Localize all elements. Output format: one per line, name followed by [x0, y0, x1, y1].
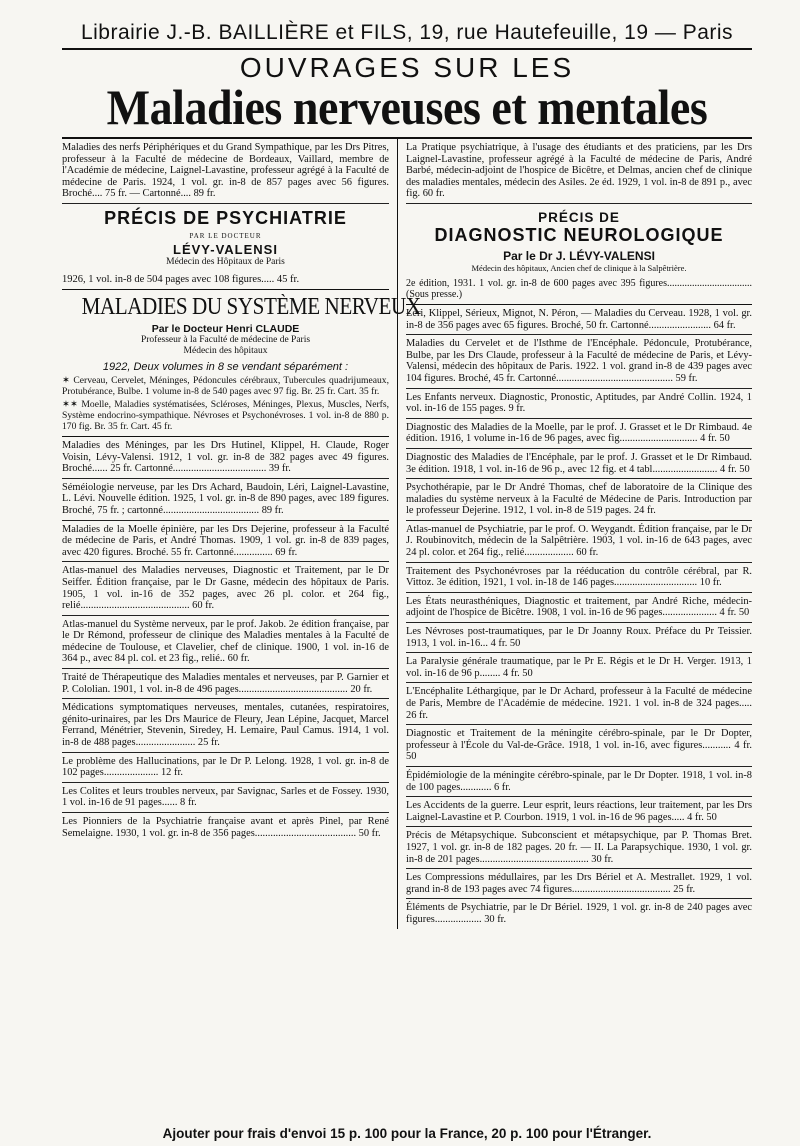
book-entry: Diagnostic et Traitement de la méningite cérébro-spinale, par le Dr Dopter, professeur à l'École du Val-de-Grâce. 1918, 1 vol. in-16, avec figures........... 4 fr. 50 [406, 725, 752, 767]
book-entry: Les Compressions médullaires, par les Drs Bériel et A. Mestrallet. 1929, 1 vol. grand in-8 de 193 pages avec 74 figures...................................... 25 fr. [406, 869, 752, 899]
book-entry: Éléments de Psychiatrie, par le Dr Bériel. 1929, 1 vol. gr. in-8 de 240 pages avec figures.................. 30 fr. [406, 902, 752, 925]
section-by: PAR LE DOCTEUR [189, 231, 262, 240]
systeme-nerveux-block [62, 290, 421, 437]
section-title: PRÉCIS DE PSYCHIATRIE [104, 207, 347, 228]
book-entry: Maladies de la Moelle épinière, par les Drs Dejerine, professeur à la Faculté de médecine de Paris, et André Thomas. 1909, 1 vol. gr. in-8 de 839 pages, avec 420 figures. Broché. 55 fr. Cartonné............... 69 fr. [62, 521, 389, 563]
book-entry: Les États neurasthéniques, Diagnostic et traitement, par André Riche, médecin-adjoint de l'hospice de Bicêtre. 1908, 1 vol. in-16 de 96 pages..................... 4 fr. 50 [406, 593, 752, 623]
section-italic: 1922, Deux volumes in 8 se vendant séparément : [102, 360, 349, 373]
publisher-line: Librairie J.-B. BAILLIÈRE et FILS, 19, rue Hautefeuille, 19 — Paris [62, 0, 752, 50]
book-entry: Médications symptomatiques nerveuses, mentales, cutanées, respiratoires, génito-urinaires, par les Drs Maurice de Fleury, Jean Lépine, Jacquet, Marcel Ferrand, Ménétrier, Stevenin, Siredey, H. Lemaire, Paul Camus. 1914, 1 vol. in-8 de 488 pages....................... 25 fr. [62, 699, 389, 752]
book-entry: La Paralysie générale traumatique, par le Pr E. Régis et le Dr H. Verger. 1913, 1 vol. in-16 de 96 p........ 4 fr. 50 [406, 653, 752, 683]
section-title: MALADIES DU SYSTÈME NERVEUX [81, 293, 421, 320]
section-byline: Par le Docteur Henri CLAUDE [151, 322, 300, 335]
book-entry: Atlas-manuel de Psychiatrie, par le prof. O. Weygandt. Édition française, par le Dr J. Roubinovitch, médecin de la Salpêtrière. 1903, 1 vol. in-16 de 643 pages, avec 24 pl. color. et 264 fig., relié................... 60 fr. [406, 521, 752, 563]
book-entry: Maladies du Cervelet et de l'Isthme de l'Encéphale. Pédoncule, Protubérance, Bulbe, par les Drs Claude, professeur à la Faculté de médecine de Paris, et Lévy-Valensi, médecin des hôpitaux de Paris. 1922. 1 vol. grand in-8 de 439 pages avec 104 figures. Broché, 45 fr. Cartonné............................................. 59 fr. [406, 335, 752, 388]
precis-diagnostic-block [406, 204, 752, 305]
columns [62, 137, 752, 929]
shipping-note: Ajouter pour frais d'envoi 15 p. 100 pour la France, 20 p. 100 pour l'Étranger. [162, 1126, 652, 1141]
book-entry: Atlas-manuel du Système nerveux, par le prof. Jakob. 2e édition française, par le Dr Rémond, professeur de clinique des Maladies mentales à la Faculté de médecine de Toulouse, et Clavelier, chef de clinique. 1900, 1 vol. in-16 de 364 p., avec 84 pl. col. et 23 fig., relié.. 60 fr. [62, 616, 389, 669]
kicker: OUVRAGES SUR LES [239, 52, 575, 83]
book-entry: Les Névroses post-traumatiques, par le Dr Joanny Roux. Préface du Pr Teissier. 1913, 1 vol. in-16... 4 fr. 50 [406, 623, 752, 653]
book-entry: Les Enfants nerveux. Diagnostic, Pronostic, Aptitudes, par André Collin. 1924, 1 vol. in-16 de 155 pages. 9 fr. [406, 389, 752, 419]
book-entry: Diagnostic des Maladies de l'Encéphale, par le prof. J. Grasset et le Dr Rimbaud. 3e édition. 1918, 1 vol. in-16 de 96 p., avec 12 fig. et 4 tabl......................... 4 fr. 50 [406, 449, 752, 479]
section-line: 2e édition, 1931. 1 vol. gr. in-8 de 600 pages avec 395 figures.................................. (Sous presse.) [406, 277, 752, 300]
book-entry: La Pratique psychiatrique, à l'usage des étudiants et des praticiens, par les Drs Laignel-Lavastine, professeur agrégé à la Faculté de médecine de Paris, André Barbé, médecin-adjoint de l'hospice de Bicêtre, et Delmas, ancien chef de clinique des maladies mentales, médecin des Asiles. 2e éd. 1929, 1 vol. in-8 de 891 p., avec fig. 60 fr. [406, 139, 752, 204]
section-title-1: PRÉCIS DE [538, 209, 620, 225]
book-entry: Les Colites et leurs troubles nerveux, par Savignac, Sarles et de Fossey. 1930, 1 vol. in-16 de 91 pages...... 8 fr. [62, 783, 389, 813]
book-entry: Séméiologie nerveuse, par les Drs Achard, Baudoin, Léri, Laignel-Lavastine, L. Lévi. Nouvelle édition. 1925, 1 vol. gr. in-8 de 890 pages, avec 189 figures. Broché, 75 fr. ; cartonné..................................... 89 fr. [62, 479, 389, 521]
book-entry: Atlas-manuel des Maladies nerveuses, Diagnostic et Traitement, par le Dr Seiffer. Édition française, par le Dr Gasne, médecin des hôpitaux de Paris. 1905, 1 vol. in-16 de 352 pages, avec 26 pl. color. et 264 fig., relié.......................................... 60 fr. [62, 562, 389, 615]
book-entry: L'Encéphalite Léthargique, par le Dr Achard, professeur à la Faculté de médecine de Paris, Membre de l'Académie de médecine. 1921. 1 vol. in-8 de 324 pages..... 26 fr. [406, 683, 752, 725]
section-title-2: DIAGNOSTIC NEUROLOGIQUE [434, 224, 724, 245]
book-entry: Léri, Klippel, Sérieux, Mignot, N. Péron, — Maladies du Cerveau. 1928, 1 vol. gr. in-8 de 356 pages avec 65 figures. Broché, 50 fr. Cartonné........................ 64 fr. [406, 305, 752, 335]
book-entry: Psychothérapie, par le Dr André Thomas, chef de laboratoire de la Clinique des maladies du système nerveux à la Faculté de Médecine de Paris. Introduction par le professeur Dejerine. 1912, 1 vol. in-8 de 519 pages. 24 fr. [406, 479, 752, 521]
book-entry: Maladies des nerfs Périphériques et du Grand Sympathique, par les Drs Pitres, professeur à la Faculté de médecine de Bordeaux, Vaillard, membre de l'Académie de médecine, Laignel-Lavastine, professeur agrégé à la Faculté de médecine de Paris. 1924, 1 vol. gr. in-8 de 857 pages avec 56 figures. Broché.... 75 fr. — Cartonné.... 89 fr. [62, 139, 389, 204]
section-subtitle: Médecin des Hôpitaux de Paris [166, 256, 285, 267]
book-entry: Traité de Thérapeutique des Maladies mentales et nerveuses, par P. Garnier et P. Cololian. 1901, 1 vol. in-8 de 496 pages.......................................... 20 fr. [62, 669, 389, 699]
page-title: Maladies nerveuses et mentales [106, 79, 708, 135]
precis-psychiatrie-block [62, 204, 389, 290]
section-subtitle: Professeur à la Faculté de médecine de Paris [140, 334, 311, 345]
volume-item-1: ✶ Cerveau, Cervelet, Méninges, Pédoncules cérébraux, Tubercules quadrijumeaux, Protubérance, Bulbe. 1 volume in-8 de 540 pages avec 97 fig. Br. 25 fr. Cart. 35 fr. [62, 374, 389, 397]
book-entry: Le problème des Hallucinations, par le Dr P. Lelong. 1928, 1 vol. gr. in-8 de 102 pages..................... 12 fr. [62, 753, 389, 783]
book-entry: Traitement des Psychonévroses par la rééducation du contrôle cérébral, par R. Vittoz. 3e édition, 1921, 1 vol. in-18 de 146 pages................................ 10 fr. [406, 563, 752, 593]
section-line: 1926, 1 vol. in-8 de 504 pages avec 108 figures..... 45 fr. [62, 273, 300, 285]
book-entry: Diagnostic des Maladies de la Moelle, par le prof. J. Grasset et le Dr Rimbaud. 4e édition. 1916, 1 volume in-16 de 96 pages, avec fig.............................. 4 fr. 50 [406, 419, 752, 449]
book-entry: Épidémiologie de la méningite cérébro-spinale, par le Dr Dopter. 1918, 1 vol. in-8 de 100 pages............ 6 fr. [406, 767, 752, 797]
section-byline: Par le Dr J. LÉVY-VALENSI [503, 248, 655, 263]
volume-item-2: ✶✶ Moelle, Maladies systématisées, Scléroses, Méninges, Plexus, Muscles, Nerfs, Système endocrino-sympathique. Névroses et Psychonévroses. 1 vol. in-8 de 880 p. 170 fig. Br. 35 fr. Cart. 45 fr. [62, 398, 389, 432]
book-entry: Les Accidents de la guerre. Leur esprit, leurs réactions, leur traitement, par les Drs Laignel-Lavastine et P. Courbon. 1919, 1 vol. in-16 de 96 pages..... 4 fr. 50 [406, 797, 752, 827]
section-author: LÉVY-VALENSI [173, 241, 278, 257]
book-entry: Les Pionniers de la Psychiatrie française avant et après Pinel, par René Semelaigne. 1930, 1 vol. gr. in-8 de 356 pages....................................... 50 fr. [62, 816, 389, 839]
section-subtitle-2: Médecin des hôpitaux [183, 345, 268, 356]
left-column [62, 139, 421, 929]
book-entry: Maladies des Méninges, par les Drs Hutinel, Klippel, H. Claude, Roger Voisin, Lévy-Valensi. 1912, 1 vol. gr. in-8 de 382 pages avec 49 figures. Broché...... 25 fr. Cartonné.................................... 39 fr. [62, 437, 389, 479]
section-subtitle: Médecin des hôpitaux, Ancien chef de clinique à la Salpêtrière. [471, 262, 687, 273]
book-entry: Précis de Métapsychique. Subconscient et métapsychique, par P. Thomas Bret. 1927, 1 vol. gr. in-8 de 182 pages. 20 fr. — II. La Parapsychique. 1930, 1 vol. gr. in-8 de 201 pages.......................................... 30 fr. [406, 827, 752, 869]
right-column [397, 139, 752, 929]
